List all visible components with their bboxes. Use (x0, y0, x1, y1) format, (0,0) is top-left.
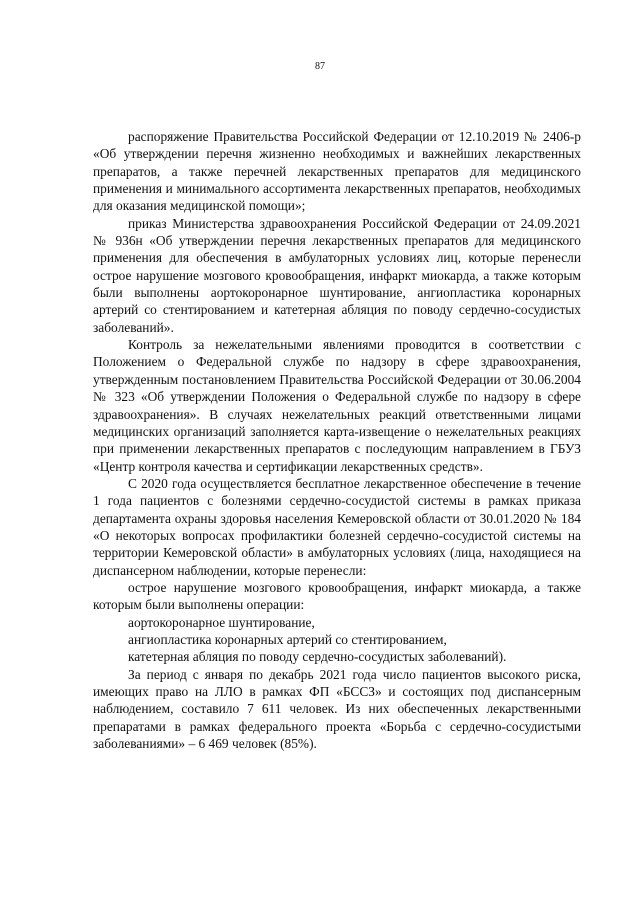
paragraph-rasporyazhenie: распоряжение Правительства Российской Федерации от 12.10.2019 № 2406-р «Об утверждении перечня жизненно необходимых и важнейших лекарственных препаратов, а также перечней лекарственных препаратов для медицинского применения и минимального ассортимента лекарственных препаратов, необходимых для оказания медицинской помощи»; (93, 129, 581, 214)
list-item-ablyaciya: катетерная абляция по поводу сердечно-сосудистых заболеваний). (128, 649, 507, 665)
paragraph-kontrol: Контроль за нежелательными явлениями проводится в соответствии с Положением о Федеральной службе по надзору в сфере здравоохранения, утвержденным постановлением Правительства Российской Федерации от 30.06.2004 № 323 «Об утверждении Положения о Федеральной службе по надзору в сфере здравоохранения». В случаях нежелательных реакций ответственными лицами медицинских организаций заполняется карта-извещение о нежелательных реакциях при применении лекарственных препаратов с последующим направлением в ГБУЗ «Центр контроля качества и сертификации лекарственных средств». (93, 337, 581, 474)
paragraph-s-2020-goda: С 2020 года осуществляется бесплатное лекарственное обеспечение в течение 1 года пациентов с болезнями сердечно-сосудистой системы в рамках приказа департамента охраны здоровья населения Кемеровской области от 30.01.2020 № 184 «О некоторых вопросах профилактики болезней сердечно-сосудистой системы на территории Кемеровской области» в амбулаторных условиях (лица, находящиеся на диспансерном наблюдении, которые перенесли: (93, 475, 581, 578)
list-item-shuntirovanie: аортокоронарное шунтирование, (128, 614, 315, 630)
paragraph-prikaz-minzdrav: приказ Министерства здравоохранения Российской Федерации от 24.09.2021 № 936н «Об утверждении перечня лекарственных препаратов для медицинского применения для обеспечения в амбулаторных условиях лиц, которые перенесли острое нарушение мозгового кровообращения, инфаркт миокарда, а также которым были выполнены аортокоронарное шунтирование, ангиопластика коронарных артерий со стентированием и катетерная абляция по поводу сердечно-сосудистых заболеваний». (93, 215, 581, 335)
paragraph-ostroe-narushenie: острое нарушение мозгового кровообращения, инфаркт миокарда, а также которым были выполнены операции: (93, 579, 581, 613)
document-body (93, 128, 581, 752)
paragraph-za-period: За период с января по декабрь 2021 года число пациентов высокого риска, имеющих право на ЛЛО в рамках ФП «БССЗ» и состоящих под диспансерным наблюдением, составило 7 611 человек. Из них обеспеченных лекарственными препаратами в рамках федерального проекта «Борьба с сердечно-сосудистыми заболеваниями» – 6 469 человек (85%). (93, 666, 581, 752)
list-item-angioplastika: ангиопластика коронарных артерий со стентированием, (128, 631, 447, 647)
page-number: 87 (315, 61, 325, 72)
